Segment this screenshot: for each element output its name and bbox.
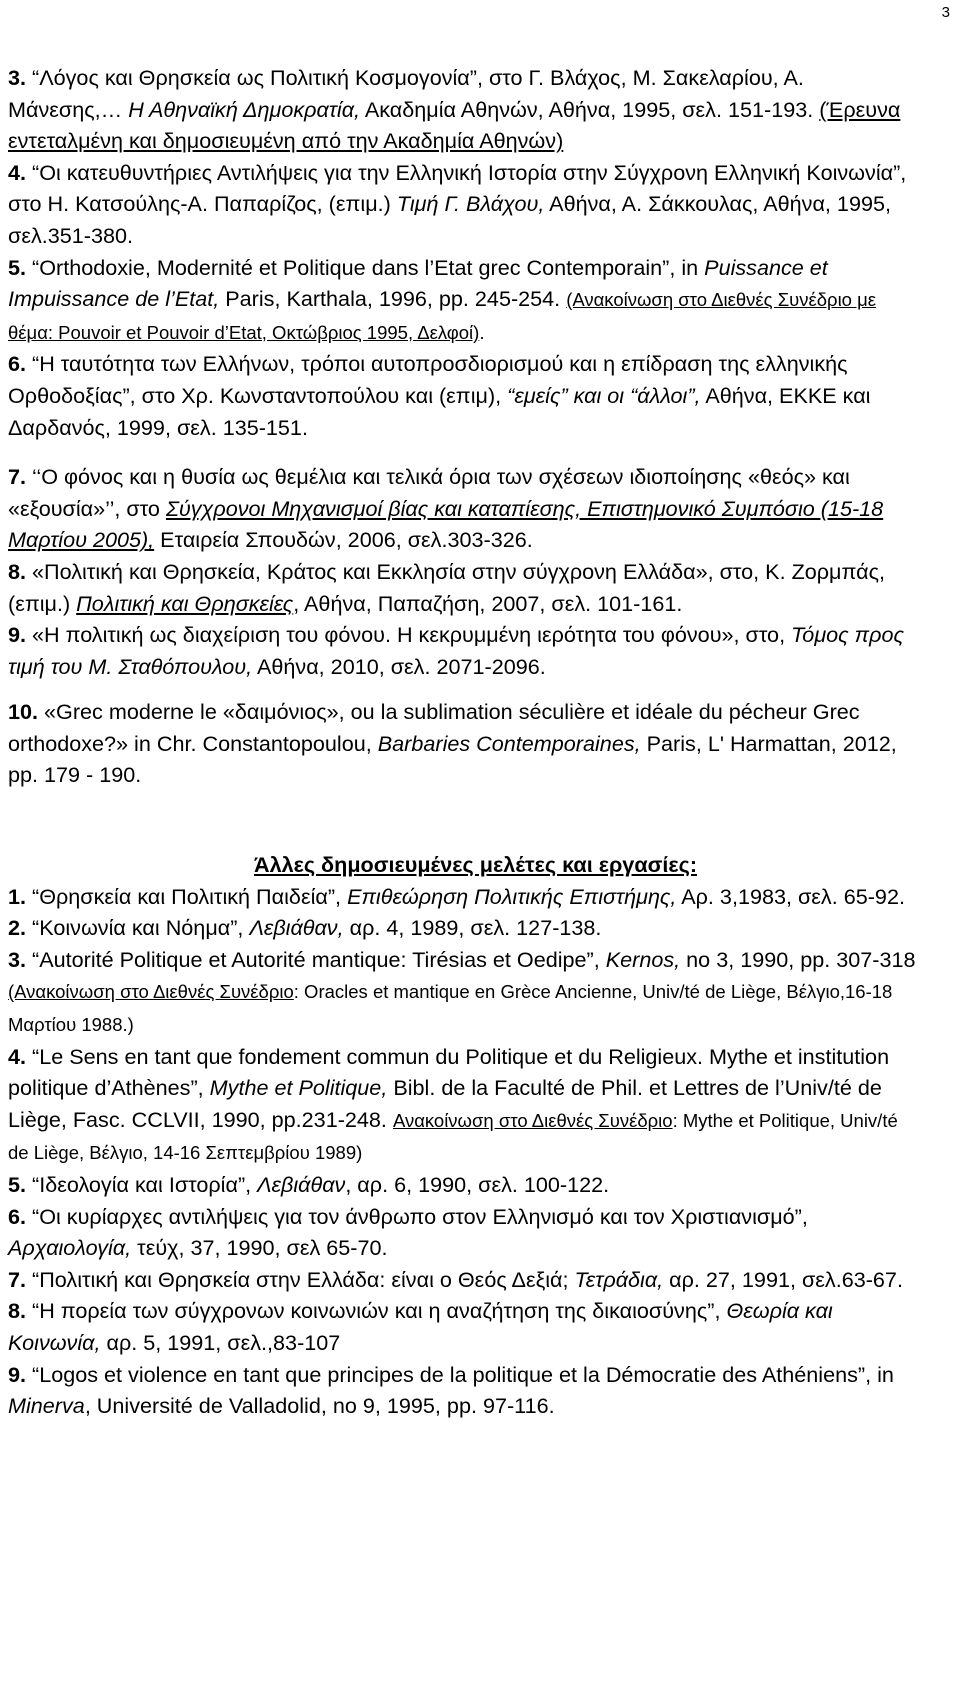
entry-number: 9.	[8, 622, 27, 648]
entry-segment: Αθήνα, Α. Σάκκουλας, Αθήνα, 1995, σελ.351-380.	[8, 191, 891, 248]
bibliography-entry	[8, 157, 923, 252]
entry-title-segment: Minerva	[8, 1393, 85, 1419]
bibliography-entry	[8, 252, 923, 349]
entry-number: 9.	[8, 1361, 27, 1387]
entry-segment: “Πολιτική και Θρησκεία στην Ελλάδα: είναι ο Θεός Δεξιά;	[32, 1266, 575, 1292]
entry-number: 1.	[8, 883, 27, 909]
bibliography-entry	[8, 1359, 923, 1422]
entry-number: 8.	[8, 1298, 27, 1324]
entry-number: 2.	[8, 915, 27, 941]
entry-segment: “Orthodoxie, Modernité et Politique dans l’Etat grec Contemporain”, in	[32, 254, 705, 280]
entry-segment: “Οι κυρίαρχες αντιλήψεις για τον άνθρωπο στον Ελληνισμό και τον Χριστιανισμό”,	[32, 1203, 808, 1229]
section-heading: Άλλες δημοσιευμένες μελέτες και εργασίες:	[253, 852, 698, 878]
entry-text	[26, 1267, 903, 1292]
entry-segment: Bibl. de la Faculté de Phil. et Lettres de l’Univ/té de Liège, Fasc. CCLVII, 1990, pp.231-248.	[8, 1075, 882, 1132]
entry-title-segment: Barbaries Contemporaines,	[377, 730, 641, 756]
bibliography-entry	[8, 1169, 923, 1201]
entry-number: 6.	[8, 351, 27, 377]
entry-number: 5.	[8, 1172, 27, 1197]
entry-segment: αρ. 4, 1989, σελ. 127-138.	[343, 915, 602, 941]
entry-title-segment: Επιθεώρηση Πολιτικής Επιστήμης,	[347, 883, 677, 909]
entry-title-segment: Λεβιάθαν,	[249, 915, 344, 941]
entry-number: 4.	[8, 1043, 27, 1069]
entry-title-segment: Kernos,	[605, 946, 681, 972]
entry-number: 8.	[8, 558, 27, 584]
entry-title-segment: Η Αθηναϊκή Δημοκρατία,	[128, 96, 361, 122]
entry-title-segment: Θεωρία και Κοινωνία,	[8, 1298, 833, 1355]
entry-number: 7.	[8, 464, 27, 490]
entry-segment: τεύχ, 37, 1990, σελ 65-70.	[131, 1235, 388, 1261]
entry-title-segment: Puissance et Impuissance de l’Etat,	[8, 254, 828, 312]
bibliography-entry	[8, 1041, 923, 1169]
entry-segment: Εταιρεία Σπουδών, 2006, σελ.303-326.	[154, 527, 533, 553]
entry-segment: .	[479, 321, 485, 343]
entry-segment: Paris, L' Harmattan, 2012, pp. 179 - 190.	[8, 730, 897, 788]
entry-text	[8, 1204, 808, 1261]
entry-text	[26, 884, 905, 909]
entry-segment: ‘‘Ο φόνος και η θυσία ως θεμέλια και τελικά όρια των σχέσεων ιδιοποίησης «θεός» και «εξουσία»’’, στο	[8, 464, 850, 521]
entry-segment: αρ. 5, 1991, σελ.,83-107	[100, 1329, 341, 1355]
entry-text	[8, 464, 883, 552]
entry-segment: «Grec moderne le «δαιμόνιος», ou la sublimation séculière et idéale du pécheur Grec orthodoxe?» in Chr. Constantopoulou,	[8, 699, 860, 756]
entry-segment: “Η πορεία των σύγχρονων κοινωνιών και η αναζήτηση της δικαιοσύνης”,	[32, 1298, 727, 1324]
entry-segment: , Université de Valladolid, no 9, 1995, pp. 97-116.	[84, 1393, 555, 1419]
bibliography-entry	[8, 1264, 923, 1296]
entry-text	[8, 559, 885, 616]
entry-title-segment: Τιμή Γ. Βλάχου,	[396, 191, 545, 217]
bibliography-entry	[8, 696, 923, 791]
entry-title-segment: Τόμος προς τιμή του Μ. Σταθόπουλου,	[8, 622, 905, 679]
entry-segment: (Έρευνα εντεταλμένη και δημοσιευμένη από την Ακαδημία Αθηνών)	[8, 96, 901, 154]
other-publications-list	[8, 881, 923, 1422]
entry-segment: αρ. 27, 1991, σελ.63-67.	[663, 1266, 903, 1292]
entry-text	[8, 1362, 894, 1419]
entry-segment: “Οι κατευθυντήριες Αντιλήψεις για την Ελληνική Ιστορία στην Σύγχρονη Ελληνική Κοινωνία”, στο Η. Κατσούλης-Α. Παπαρίζος, (επιμ.)	[8, 159, 907, 217]
entry-text	[8, 622, 904, 679]
entry-segment: (Ανακοίνωση στο Διεθνές Συνέδριο με θέμα: Pouvoir et Pouvoir d’Etat, Οκτώβριος 1995, Δελφοί)	[8, 289, 877, 343]
entry-segment: : Mythe et Politique, Univ/té de Liège, Βέλγιο, 14-16 Σεπτεμβρίου 1989)	[8, 1109, 898, 1164]
bibliography-entry	[8, 556, 923, 619]
bibliography-entry	[8, 348, 923, 443]
entry-segment: no 3, 1990, pp. 307-318	[680, 946, 916, 972]
entry-number: 7.	[8, 1266, 27, 1292]
entry-text	[26, 915, 601, 940]
entry-text	[26, 1172, 609, 1197]
entry-title-segment: “εμείς” και οι “άλλοι”,	[507, 382, 701, 408]
entry-text	[8, 1044, 898, 1165]
entry-segment: Ακαδημία Αθηνών, Αθήνα, 1995, σελ. 151-193.	[360, 96, 820, 122]
entry-segment: “Logos et violence en tant que principes de la politique et la Démocratie des Athéniens”, in	[32, 1361, 894, 1387]
page-number: 3	[941, 4, 950, 21]
bibliography-entry	[8, 1295, 923, 1358]
entry-segment: Αθήνα, ΕΚΚΕ και Δαρδανός, 1999, σελ. 135-151.	[8, 382, 871, 440]
entry-title-segment: Αρχαιολογία,	[8, 1235, 132, 1261]
entry-segment: “Θρησκεία και Πολιτική Παιδεία”,	[32, 883, 348, 909]
entry-text	[8, 699, 897, 787]
entry-title-segment: Σύγχρονοι Μηχανισμοί βίας και καταπίεσης, Επιστημονικό Συμπόσιο (15-18 Μαρτίου 2005),	[8, 495, 884, 553]
entry-number: 6.	[8, 1203, 27, 1229]
bibliography-entry	[8, 1201, 923, 1264]
entry-segment: “Autorité Politique et Autorité mantique: Tirésias et Oedipe”,	[32, 946, 606, 972]
document-body	[8, 62, 923, 1422]
entry-segment: «Η πολιτική ως διαχείριση του φόνου. Η κεκρυμμένη ιερότητα του φόνου», στο,	[32, 622, 792, 648]
bibliography-entry	[8, 461, 923, 556]
entry-segment: Paris, Karthala, 1996, pp. 245-254.	[219, 286, 567, 312]
entry-segment: , Αθήνα, Παπαζήση, 2007, σελ. 101-161.	[293, 590, 683, 616]
entry-number: 5.	[8, 254, 27, 280]
entry-segment: : Oracles et mantique en Grèce Ancienne, Univ/té de Liège, Βέλγιο,16-18 Μαρτίου 1988.)	[8, 981, 893, 1036]
entry-title-segment: Τετράδια,	[574, 1266, 664, 1292]
entry-segment: , αρ. 6, 1990, σελ. 100-122.	[345, 1172, 610, 1197]
entry-text	[8, 255, 876, 344]
bibliography-entry	[8, 944, 923, 1041]
entry-text	[8, 1298, 833, 1355]
entry-segment: “Λόγος και Θρησκεία ως Πολιτική Κοσμογονία”, στο Γ. Βλάχος, Μ. Σακελαρίου, Α. Μάνεσης,…	[8, 65, 804, 122]
entry-segment: “Le Sens en tant que fondement commun du Politique et du Religieux. Mythe et institution politique d’Athènes”,	[8, 1043, 890, 1101]
entry-segment: «Πολιτική και Θρησκεία, Κράτος και Εκκλησία στην σύγχρονη Ελλάδα», στο, Κ. Ζορμπάς, (επιμ.)	[8, 558, 885, 616]
entry-text	[8, 351, 870, 439]
entry-number: 3.	[8, 946, 27, 972]
entry-text	[8, 160, 906, 248]
entry-number: 3.	[8, 65, 27, 90]
entry-segment: Ανακοίνωση στο Διεθνές Συνέδριο	[392, 1109, 673, 1131]
entry-title-segment: Λεβιάθαν	[257, 1172, 346, 1197]
entry-segment: (Ανακοίνωση στο Διεθνές Συνέδριο	[8, 981, 294, 1003]
bibliography-entry	[8, 912, 923, 944]
bibliography-entry	[8, 881, 923, 913]
entry-text	[8, 65, 900, 153]
entry-segment: Αρ. 3,1983, σελ. 65-92.	[676, 883, 905, 909]
entry-segment: “Κοινωνία και Νόημα”,	[32, 915, 250, 941]
entry-segment: “Η ταυτότητα των Ελλήνων, τρόποι αυτοπροσδιορισμού και η επίδραση της ελληνικής Ορθοδοξίας”, στο Χρ. Κωνσταντοπούλου και (επιμ),	[8, 351, 848, 408]
entry-title-segment: Πολιτική και Θρησκείες	[76, 590, 294, 616]
entry-segment: “Ιδεολογία και Ιστορία”,	[32, 1172, 258, 1197]
entry-segment: Αθήνα, 2010, σελ. 2071-2096.	[252, 653, 546, 679]
entry-text	[8, 947, 916, 1036]
publications-list	[8, 62, 923, 791]
entry-title-segment: Mythe et Politique,	[209, 1075, 388, 1101]
entry-number: 4.	[8, 159, 27, 185]
bibliography-entry	[8, 619, 923, 682]
entry-number: 10.	[8, 699, 39, 725]
bibliography-entry	[8, 62, 923, 157]
